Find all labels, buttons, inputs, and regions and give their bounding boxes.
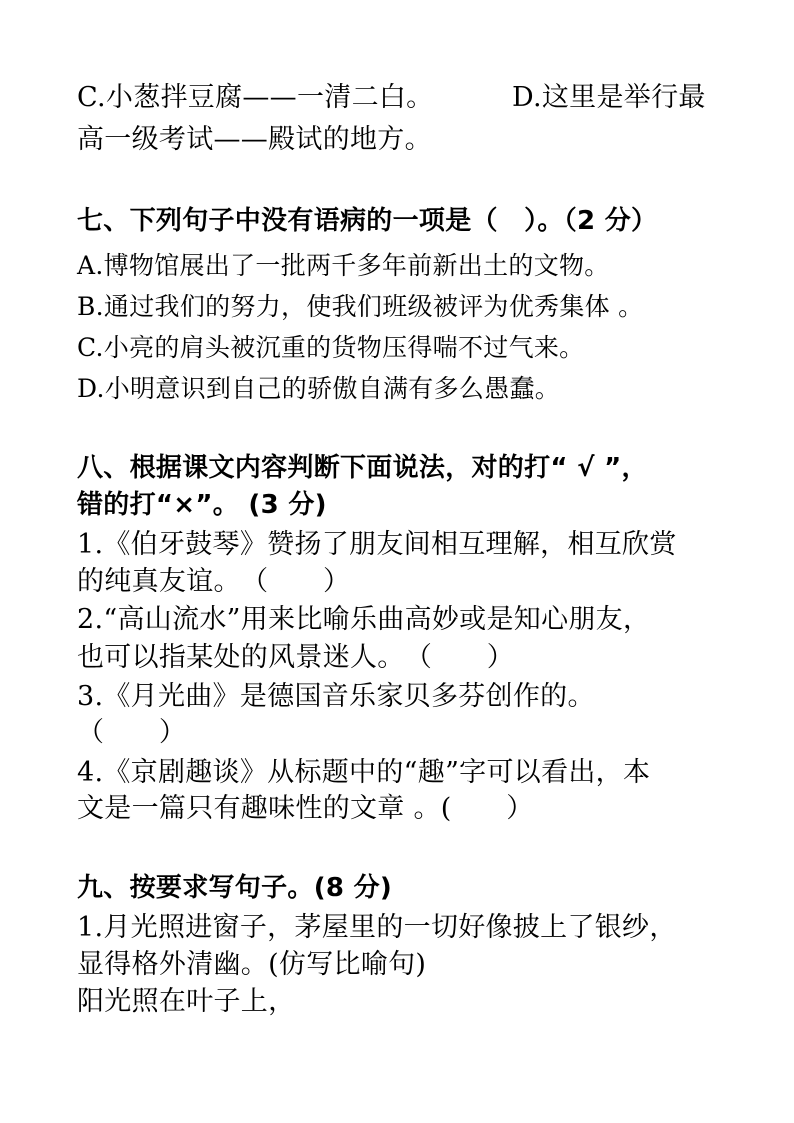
section-8-item-2-line2[interactable]: 也可以指某处的风景迷人。 （ ） (77, 642, 515, 673)
section-8-title-line1: 八、根据课文内容判断下面说法，对的打“ √ ”， (77, 453, 648, 483)
section-8-item-4-line1: 4.《京剧趣谈》从标题中的“趣”字可以看出，本 (77, 757, 651, 788)
section-8-title-line2: 错的打“×”。 (3 分) (77, 490, 327, 520)
section-8-item-1-line1: 1.《伯牙鼓琴》赞扬了朋友间相互理解，相互欣赏 (77, 529, 677, 560)
prev-option-d-line1: D.这里是举行最 (512, 82, 706, 113)
section-7-option-a: A.博物馆展出了一批两千多年前新出土的文物。 (77, 251, 610, 280)
section-8-item-2-line1: 2.“高山流水”用来比喻乐曲高妙或是知心朋友， (77, 604, 651, 635)
section-9-item-1-line2: 显得格外清幽。(仿写比喻句) (77, 949, 427, 980)
section-7-option-d: D.小明意识到自己的骄傲自满有多么愚蠢。 (77, 374, 561, 403)
section-9-title: 九、按要求写句子。(8 分) (77, 873, 393, 903)
section-9-answer-start[interactable]: 阳光照在叶子上， (77, 986, 296, 1017)
section-9-item-1-line1: 1.月光照进窗子，茅屋里的一切好像披上了银纱， (77, 912, 677, 943)
section-8-item-4-line2[interactable]: 文是一篇只有趣味性的文章 。( ） (77, 793, 534, 824)
section-7-option-b: B.通过我们的努力，使我们班级被评为优秀集体 。 (77, 292, 644, 321)
section-7-option-c: C.小亮的肩头被沉重的货物压得喘不过气来。 (77, 333, 585, 362)
prev-option-c: C.小葱拌豆腐——一清二白。 (77, 82, 434, 113)
prev-option-d-line2: 高一级考试——殿试的地方。 (77, 124, 432, 155)
section-8-item-3-line2[interactable]: （ ） (77, 717, 187, 748)
section-8-item-3-line1: 3.《月光曲》是德国音乐家贝多芬创作的。 (77, 681, 595, 712)
section-8-item-1-line2[interactable]: 的纯真友谊。 （ ） (77, 566, 351, 597)
section-7-title: 七、下列句子中没有语病的一项是（ ）。（2 分） (77, 206, 658, 236)
